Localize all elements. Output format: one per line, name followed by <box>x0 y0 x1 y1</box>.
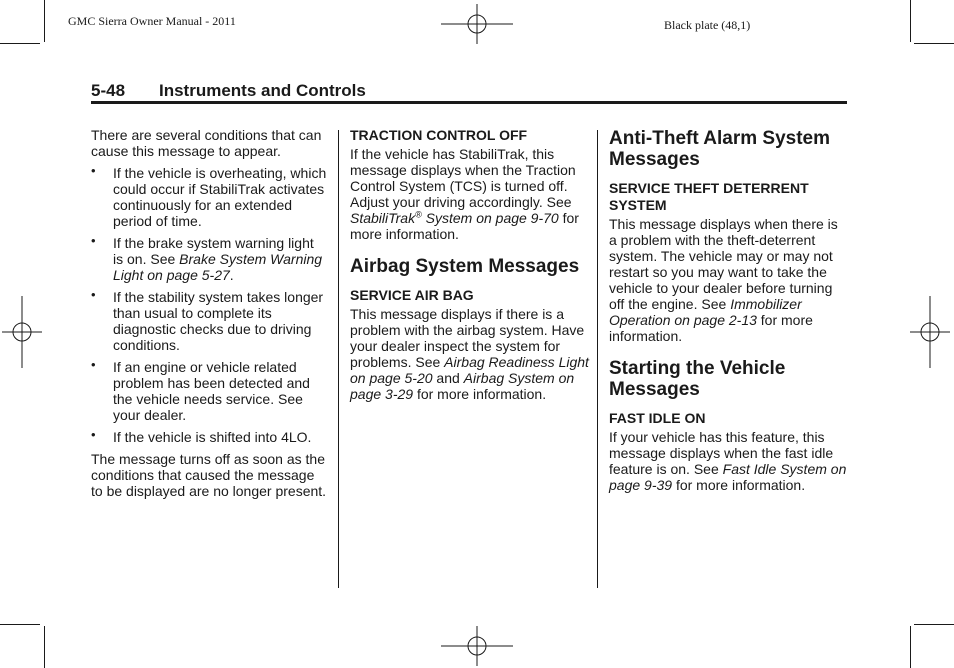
theft-deterrent-paragraph: This message displays when there is a problem with the theft-deterrent system. The vehicle may or may not restart so you may want to take the vehicle to your dealer before turning off the engine. See Immobilizer Operation on page 2-13 for more information. <box>609 216 838 344</box>
traction-control-heading: TRACTION CONTROL OFF <box>350 127 528 143</box>
crop-mark <box>0 43 40 44</box>
condition-list <box>91 165 327 445</box>
plate-label: Black plate (48,1) <box>664 18 751 32</box>
column-left <box>91 127 327 499</box>
registration-mark-icon <box>441 626 513 666</box>
intro-paragraph: There are several conditions that can cause this message to appear. <box>91 127 322 159</box>
list-item: • If the vehicle is shifted into 4LO. <box>91 427 312 445</box>
bullet-icon: • <box>91 287 96 302</box>
manual-title: GMC Sierra Owner Manual - 2011 <box>68 14 236 28</box>
registration-mark-icon <box>441 4 513 44</box>
page-heading <box>91 81 366 101</box>
column-divider <box>338 130 339 588</box>
cross-reference-link[interactable]: StabiliTrak® System on page 9-70 <box>350 209 559 226</box>
column-divider <box>597 130 598 588</box>
page-number: 5-48 <box>91 81 126 100</box>
list-item: • If an engine or vehicle related problem has been detected and the vehicle needs service. See your dealer. <box>91 357 310 423</box>
cross-reference-link[interactable]: Immobilizer Operation on page 2-13 <box>609 296 802 328</box>
registration-mark-icon <box>910 296 950 368</box>
service-air-bag-heading: SERVICE AIR BAG <box>350 287 474 303</box>
anti-theft-section-heading: Anti-Theft Alarm System Messages <box>609 128 830 170</box>
crop-mark <box>910 0 911 42</box>
airbag-section-heading: Airbag System Messages <box>350 256 580 277</box>
service-air-bag-paragraph: This message displays if there is a problem with the airbag system. Have your dealer inspect the system for problems. See Airbag Readiness Light on page 5-20 and Airbag System on page 3-29 for more information. <box>350 306 589 402</box>
theft-deterrent-heading: SERVICE THEFT DETERRENT SYSTEM <box>609 180 809 213</box>
registration-mark-icon <box>2 296 42 368</box>
bullet-icon: • <box>91 357 96 372</box>
list-item: • If the brake system warning light is on. See Brake System Warning Light on page 5-27. <box>91 233 323 283</box>
fast-idle-heading: FAST IDLE ON <box>609 410 706 426</box>
crop-mark <box>914 624 954 625</box>
crop-mark <box>914 43 954 44</box>
starting-vehicle-section-heading: Starting the Vehicle Messages <box>609 358 786 400</box>
heading-rule <box>91 101 847 104</box>
bullet-icon: • <box>91 233 96 248</box>
column-middle <box>350 127 590 402</box>
cross-reference-link[interactable]: Airbag System on page 3-29 <box>350 370 575 402</box>
cross-reference-link[interactable]: Airbag Readiness Light on page 5-20 <box>350 354 589 386</box>
list-item: • If the stability system takes longer than usual to complete its diagnostic checks due to driving conditions. <box>91 287 324 353</box>
bullet-icon: • <box>91 163 96 178</box>
list-item: • If the vehicle is overheating, which could occur if StabiliTrak activates continuously for an extended period of time. <box>91 163 327 229</box>
column-right <box>609 128 847 493</box>
crop-mark <box>44 626 45 668</box>
crop-mark <box>44 0 45 42</box>
cross-reference-link[interactable]: Brake System Warning Light on page 5-27 <box>113 251 323 283</box>
crop-mark <box>910 626 911 668</box>
bullet-icon: • <box>91 427 96 442</box>
chapter-title: Instruments and Controls <box>159 81 366 100</box>
fast-idle-paragraph: If your vehicle has this feature, this message displays when the fast idle feature is on. See Fast Idle System on page 9-39 for more information. <box>609 429 847 493</box>
traction-control-paragraph: If the vehicle has StabiliTrak, this message displays when the Traction Control System (TCS) is turned off. Adjust your driving accordingly. See StabiliTrak® System on page 9-70 for more information. <box>350 146 579 242</box>
cross-reference-link[interactable]: Fast Idle System on page 9-39 <box>609 461 847 493</box>
crop-mark <box>0 624 40 625</box>
outro-paragraph: The message turns off as soon as the conditions that caused the message to be displayed are no longer present. <box>91 451 327 499</box>
